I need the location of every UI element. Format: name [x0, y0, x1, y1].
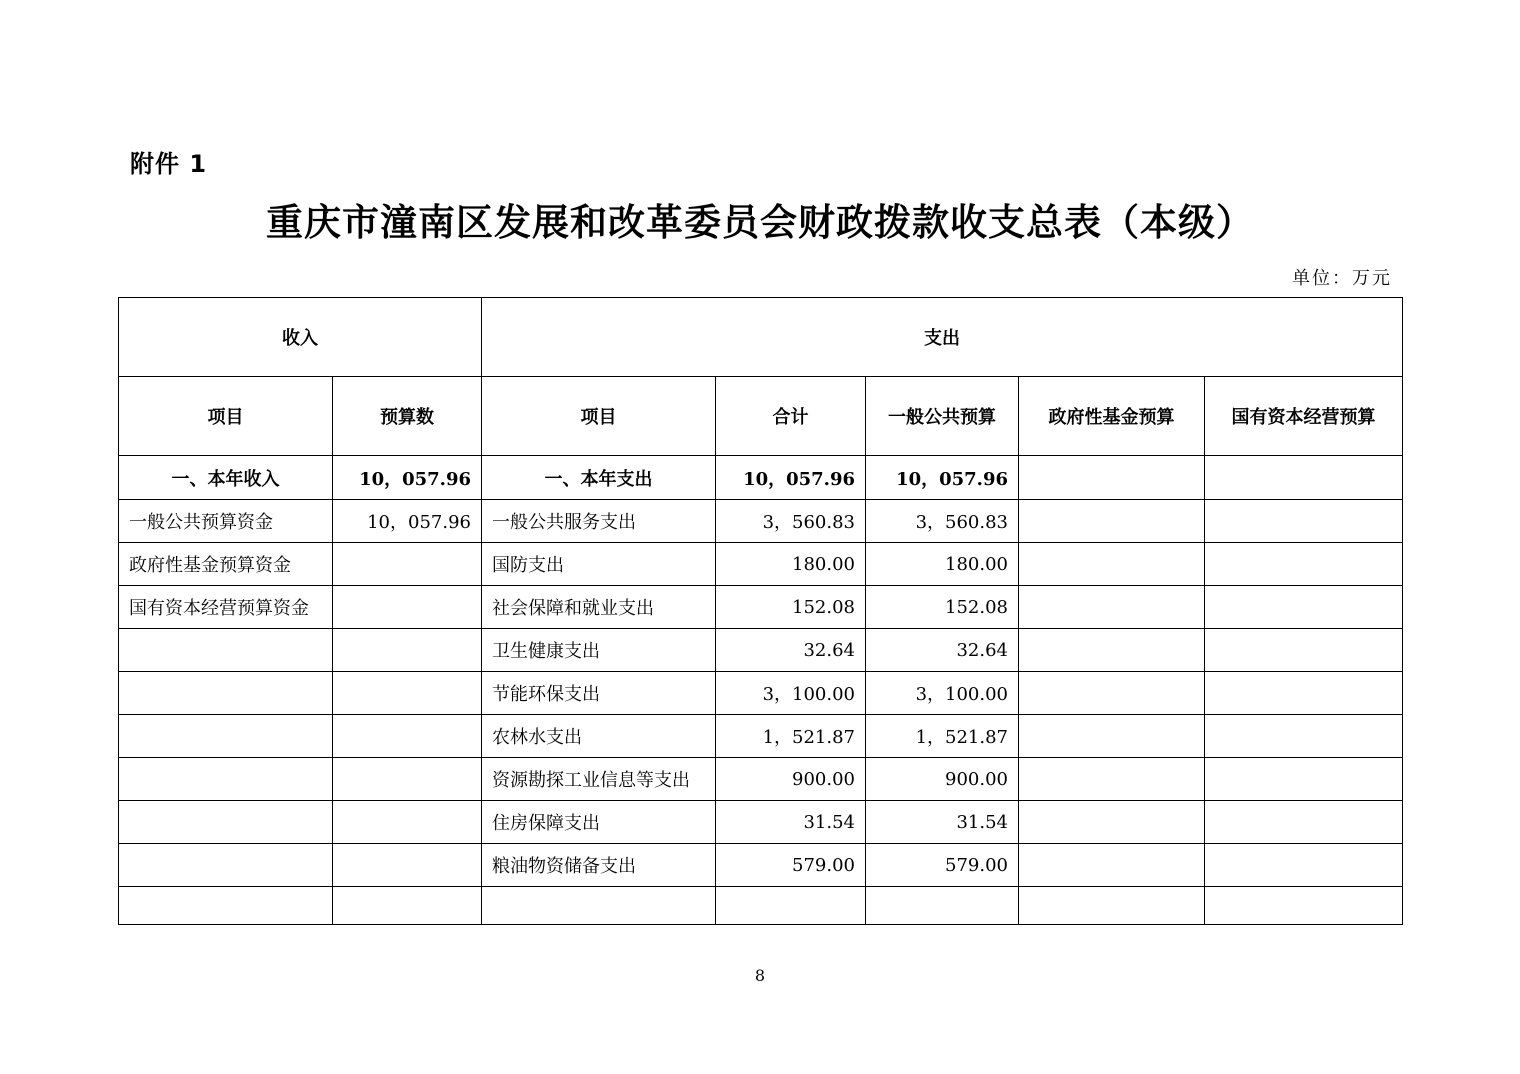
unit-label: 单位：万元	[1292, 268, 1392, 289]
total-general-public: 10，057.96	[866, 456, 1019, 500]
cell-state-capital	[1205, 801, 1403, 844]
income-section-header: 收入	[119, 298, 482, 377]
column-header-gov-fund: 政府性基金预算	[1019, 377, 1205, 456]
cell-income-item: 政府性基金预算资金	[119, 543, 333, 586]
cell-income-item: 国有资本经营预算资金	[119, 586, 333, 629]
cell-expense-item: 一般公共服务支出	[482, 500, 716, 543]
cell-total: 579.00	[716, 844, 866, 887]
table-row	[119, 543, 1403, 586]
cell-gov-fund	[1019, 715, 1205, 758]
cell-state-capital	[1205, 758, 1403, 801]
cell-expense-item: 粮油物资储备支出	[482, 844, 716, 887]
cell-income-budget	[333, 887, 482, 925]
cell-gov-fund	[1019, 543, 1205, 586]
cell-gov-fund	[1019, 672, 1205, 715]
cell-general-public: 1，521.87	[866, 715, 1019, 758]
cell-state-capital	[1205, 586, 1403, 629]
cell-total: 152.08	[716, 586, 866, 629]
cell-state-capital	[1205, 543, 1403, 586]
cell-general-public: 180.00	[866, 543, 1019, 586]
cell-state-capital	[1205, 844, 1403, 887]
cell-total: 3，560.83	[716, 500, 866, 543]
column-header-total: 合计	[716, 377, 866, 456]
total-expense-item: 一、本年支出	[482, 456, 716, 500]
cell-general-public: 3，100.00	[866, 672, 1019, 715]
cell-income-item	[119, 801, 333, 844]
cell-income-budget	[333, 758, 482, 801]
cell-total: 31.54	[716, 801, 866, 844]
cell-general-public: 32.64	[866, 629, 1019, 672]
cell-general-public	[866, 887, 1019, 925]
total-gov-fund	[1019, 456, 1205, 500]
cell-expense-item: 卫生健康支出	[482, 629, 716, 672]
total-income-budget: 10，057.96	[333, 456, 482, 500]
table-row	[119, 586, 1403, 629]
cell-total	[716, 887, 866, 925]
cell-gov-fund	[1019, 844, 1205, 887]
column-header-row	[119, 377, 1403, 456]
cell-income-budget	[333, 715, 482, 758]
table-row	[119, 672, 1403, 715]
cell-gov-fund	[1019, 500, 1205, 543]
attachment-label: 附件 1	[130, 150, 208, 178]
cell-gov-fund	[1019, 758, 1205, 801]
cell-state-capital	[1205, 672, 1403, 715]
cell-income-item	[119, 629, 333, 672]
cell-expense-item: 住房保障支出	[482, 801, 716, 844]
table-row	[119, 715, 1403, 758]
cell-gov-fund	[1019, 586, 1205, 629]
cell-total: 180.00	[716, 543, 866, 586]
cell-state-capital	[1205, 715, 1403, 758]
table-row	[119, 629, 1403, 672]
column-header-state-capital: 国有资本经营预算	[1205, 377, 1403, 456]
total-state-capital	[1205, 456, 1403, 500]
cell-income-item	[119, 758, 333, 801]
cell-state-capital	[1205, 500, 1403, 543]
cell-income-budget	[333, 672, 482, 715]
total-income-item: 一、本年收入	[119, 456, 333, 500]
column-header-expense-item: 项目	[482, 377, 716, 456]
table-row	[119, 758, 1403, 801]
cell-general-public: 3，560.83	[866, 500, 1019, 543]
cell-gov-fund	[1019, 887, 1205, 925]
cell-income-item	[119, 715, 333, 758]
table-row	[119, 887, 1403, 925]
cell-income-budget	[333, 844, 482, 887]
cell-general-public: 152.08	[866, 586, 1019, 629]
total-row	[119, 456, 1403, 500]
cell-expense-item: 农林水支出	[482, 715, 716, 758]
cell-expense-item: 社会保障和就业支出	[482, 586, 716, 629]
cell-income-item	[119, 672, 333, 715]
cell-income-item	[119, 887, 333, 925]
page-number: 8	[754, 966, 766, 985]
cell-income-budget	[333, 586, 482, 629]
cell-income-budget	[333, 629, 482, 672]
cell-expense-item	[482, 887, 716, 925]
cell-income-budget: 10，057.96	[333, 500, 482, 543]
expense-section-header: 支出	[482, 298, 1403, 377]
cell-gov-fund	[1019, 629, 1205, 672]
table-row	[119, 500, 1403, 543]
cell-total: 900.00	[716, 758, 866, 801]
section-header-row	[119, 298, 1403, 377]
cell-expense-item: 资源勘探工业信息等支出	[482, 758, 716, 801]
cell-income-item	[119, 844, 333, 887]
table-row	[119, 801, 1403, 844]
table-row	[119, 844, 1403, 887]
cell-income-item: 一般公共预算资金	[119, 500, 333, 543]
cell-state-capital	[1205, 629, 1403, 672]
cell-gov-fund	[1019, 801, 1205, 844]
cell-general-public: 579.00	[866, 844, 1019, 887]
total-amount: 10，057.96	[716, 456, 866, 500]
cell-income-budget	[333, 801, 482, 844]
column-header-income-budget: 预算数	[333, 377, 482, 456]
cell-income-budget	[333, 543, 482, 586]
cell-general-public: 31.54	[866, 801, 1019, 844]
cell-general-public: 900.00	[866, 758, 1019, 801]
budget-summary-table	[118, 297, 1403, 925]
cell-total: 32.64	[716, 629, 866, 672]
cell-state-capital	[1205, 887, 1403, 925]
cell-total: 3，100.00	[716, 672, 866, 715]
cell-expense-item: 节能环保支出	[482, 672, 716, 715]
cell-total: 1，521.87	[716, 715, 866, 758]
cell-expense-item: 国防支出	[482, 543, 716, 586]
page-title: 重庆市潼南区发展和改革委员会财政拨款收支总表（本级）	[266, 200, 1254, 244]
column-header-general-public: 一般公共预算	[866, 377, 1019, 456]
column-header-income-item: 项目	[119, 377, 333, 456]
